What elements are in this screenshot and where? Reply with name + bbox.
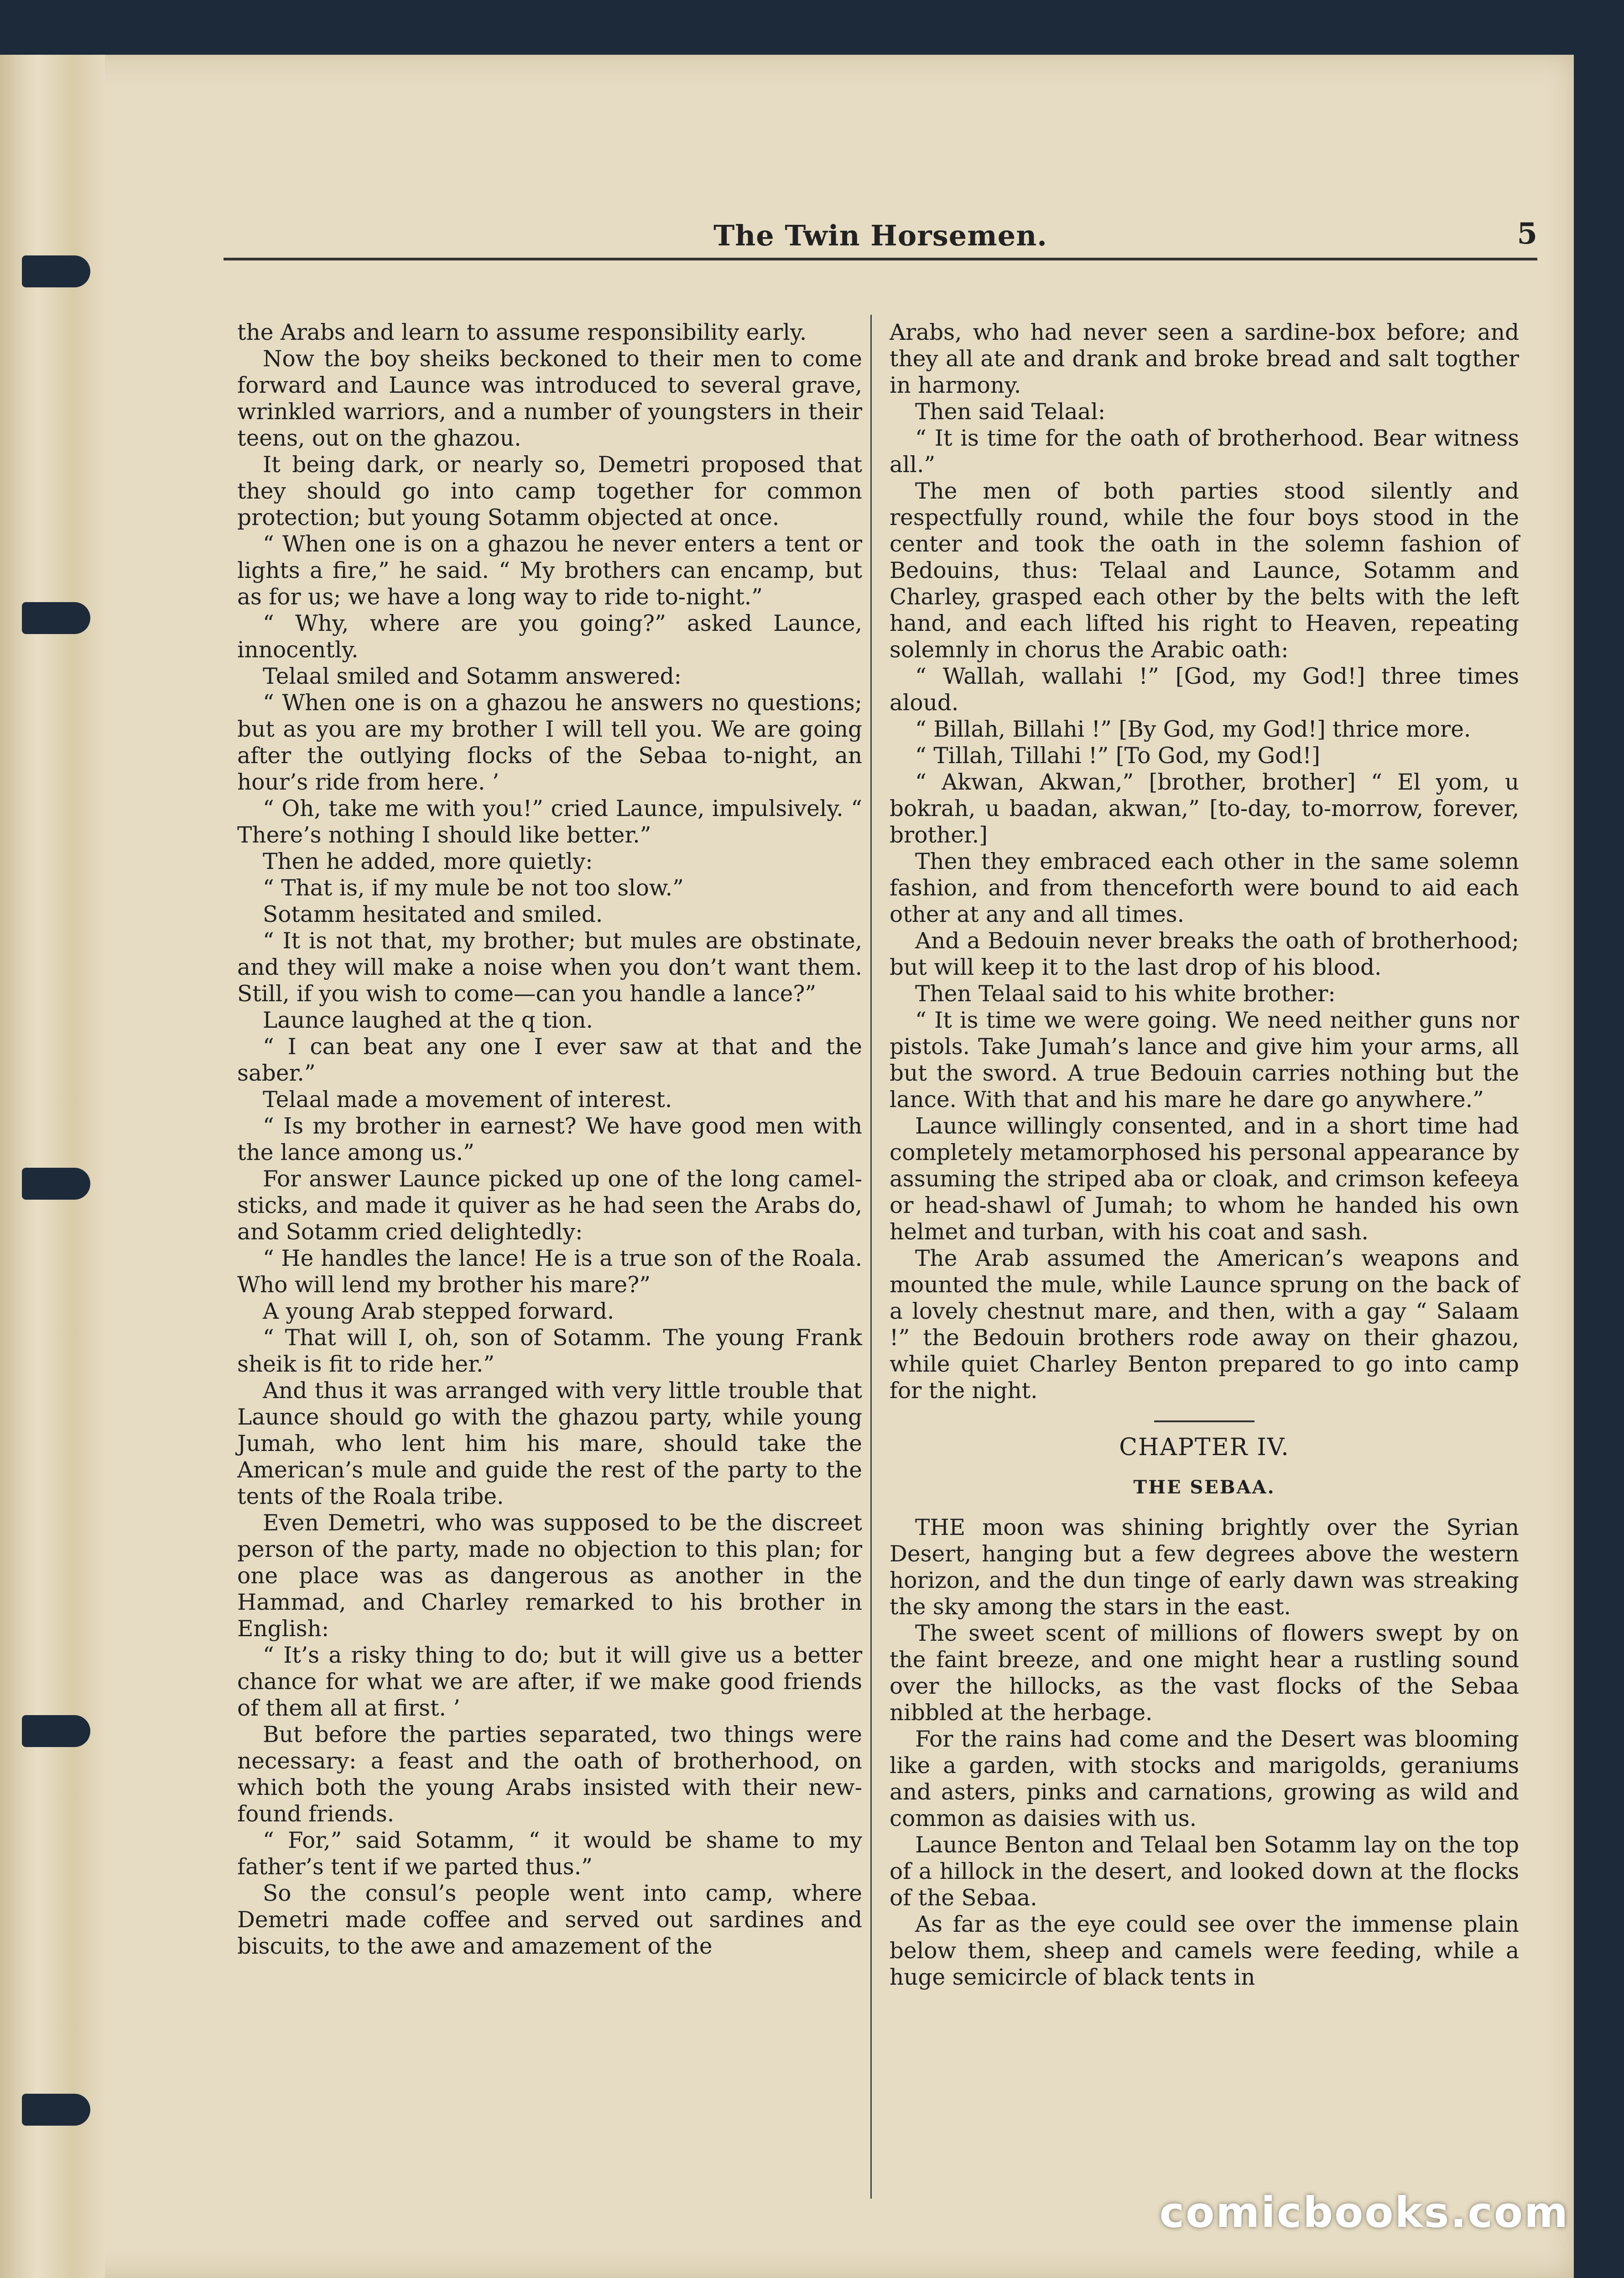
- paragraph: “ He handles the lance! He is a true son of the Roala. Who will lend my brother his mare?”: [237, 1246, 862, 1298]
- paragraph: “ It is time we were going. We need neither guns nor pistols. Take Jumah’s lance and give him your arms, all but the sword. A true Bedouin carries nothing but the lance. With that and his mare he dare go anywhere.”: [890, 1008, 1519, 1113]
- paragraph: “ That is, if my mule be not too slow.”: [263, 875, 684, 901]
- left-column: [237, 319, 862, 1960]
- paragraph: Then Telaal said to his white brother:: [915, 981, 1336, 1007]
- page-number: 5: [1517, 217, 1537, 251]
- paragraph: Launce laughed at the q tion.: [263, 1008, 593, 1033]
- paragraph: And thus it was arranged with very little trouble that Launce should go with the ghazou party, while young Jumah, who lent him his mare, should take the American’s mule and guide the rest of the party to the tents of the Roala tribe.: [237, 1378, 862, 1509]
- paragraph: Arabs, who had never seen a sardine-box before; and they all ate and drank and broke bread and salt togther in harmony.: [890, 320, 1519, 398]
- paragraph: “ Why, where are you going?” asked Launce, innocently.: [237, 611, 862, 663]
- paragraph: Even Demetri, who was supposed to be the discreet person of the party, made no objection to this plan; for one place was as dangerous as another in the Hammad, and Charley remarked to his brother in English:: [237, 1510, 862, 1642]
- paragraph: But before the parties separated, two things were necessary: a feast and the oath of brotherhood, on which both the young Arabs insisted with their new-found friends.: [237, 1722, 862, 1827]
- paragraph: “ When one is on a ghazou he never enters a tent or lights a fire,” he said. “ My brothers can encamp, but as for us; we have a long way to ride to-night.”: [237, 531, 862, 610]
- paragraph: “ Akwan, Akwan,” [brother, brother] “ El yom, u bokrah, u baadan, akwan,” [to-day, to-morrow, forever, brother.]: [890, 770, 1519, 848]
- spine-binding: [0, 55, 105, 2278]
- chapter-text: [890, 1514, 1519, 1991]
- paragraph: “ Tillah, Tillahi !” [To God, my God!]: [915, 743, 1320, 769]
- staple: [22, 2094, 90, 2126]
- paragraph: For the rains had come and the Desert was blooming like a garden, with stocks and marigolds, geraniums and asters, pinks and carnations, growing as wild and common as daisies with us.: [890, 1727, 1519, 1831]
- page: [0, 55, 1574, 2278]
- watermark: comicbooks.com: [1159, 2188, 1569, 2237]
- paragraph: Then he added, more quietly:: [263, 849, 593, 874]
- paragraph: “ Is my brother in earnest? We have good men with the lance among us.”: [237, 1113, 862, 1165]
- chapter-heading: CHAPTER IV.: [1119, 1434, 1290, 1461]
- paragraph: “ It is time for the oath of brotherhood. Bear witness all.”: [890, 426, 1519, 478]
- chapter-subtitle: THE SEBAA.: [1133, 1477, 1275, 1498]
- paragraph: “ That will I, oh, son of Sotamm. The young Frank sheik is fit to ride her.”: [237, 1325, 862, 1377]
- paragraph: “ For,” said Sotamm, “ it would be shame to my father’s tent if we parted thus.”: [237, 1828, 862, 1880]
- paragraph: So the consul’s people went into camp, where Demetri made coffee and served out sardines and biscuits, to the awe and amazement of the: [237, 1881, 862, 1959]
- staple: [22, 1168, 90, 1200]
- paragraph: “ It’s a risky thing to do; but it will give us a better chance for what we are after, if we make good friends of them all at first. ’: [237, 1643, 862, 1721]
- paragraph: Launce Benton and Telaal ben Sotamm lay on the top of a hillock in the desert, and looked down at the flocks of the Sebaa.: [890, 1832, 1519, 1911]
- paragraph: And a Bedouin never breaks the oath of brotherhood; but will keep it to the last drop of his blood.: [890, 928, 1519, 980]
- paragraph: THE moon was shining brightly over the Syrian Desert, hanging but a few degrees above the western horizon, and the dun tinge of early dawn was streaking the sky among the stars in the east.: [890, 1515, 1519, 1620]
- right-column-text: [890, 319, 1519, 1404]
- paragraph: A young Arab stepped forward.: [263, 1299, 614, 1324]
- paragraph: “ I can beat any one I ever saw at that and the saber.”: [237, 1034, 862, 1086]
- paragraph: The sweet scent of millions of flowers swept by on the faint breeze, and one might hear a rustling sound over the hillocks, as the vast flocks of the Sebaa nibbled at the herbage.: [890, 1621, 1519, 1726]
- paragraph: For answer Launce picked up one of the long camel-sticks, and made it quiver as he had seen the Arabs do, and Sotamm cried delightedly:: [237, 1166, 862, 1245]
- right-column: [890, 319, 1519, 1991]
- paragraph: It being dark, or nearly so, Demetri proposed that they should go into camp together for common protection; but young Sotamm objected at once.: [237, 452, 862, 530]
- paragraph: Now the boy sheiks beckoned to their men to come forward and Launce was introduced to several grave, wrinkled warriors, and a number of youngsters in their teens, out on the ghazou.: [237, 346, 862, 451]
- paragraph: Launce willingly consented, and in a short time had completely metamorphosed his personal appearance by assuming the striped aba or cloak, and crimson kefeeya or head-shawl of Jumah; to whom he handed his own helmet and turban, with his coat and sash.: [890, 1113, 1519, 1245]
- paragraph: the Arabs and learn to assume responsibility early.: [237, 320, 807, 345]
- paragraph: “ It is not that, my brother; but mules are obstinate, and they will make a noise when you don’t want them. Still, if you wish to come—can you handle a lance?”: [237, 928, 862, 1007]
- paragraph: “ Oh, take me with you!” cried Launce, impulsively. “ There’s nothing I should like better.”: [237, 796, 862, 848]
- paragraph: The Arab assumed the American’s weapons and mounted the mule, while Launce sprung on the back of a lovely chestnut mare, and then, with a gay “ Salaam !” the Bedouin brothers rode away on their ghazou, while quiet Charley Benton prepared to go into camp for the night.: [890, 1246, 1519, 1404]
- paragraph: Sotamm hesitated and smiled.: [263, 902, 603, 927]
- staple: [22, 255, 90, 287]
- paragraph: The men of both parties stood silently and respectfully round, while the four boys stood in the center and took the oath in the solemn fashion of Bedouins, thus: Telaal and Launce, Sotamm and Charley, grasped each other by the belts with the left hand, and each lifted his right to Heaven, repeating solemnly in chorus the Arabic oath:: [890, 478, 1519, 663]
- paragraph: Then they embraced each other in the same solemn fashion, and from thenceforth were bound to aid each other at any and all times.: [890, 849, 1519, 927]
- paragraph: As far as the eye could see over the immense plain below them, sheep and camels were feeding, while a huge semicircle of black tents in: [890, 1912, 1519, 1990]
- column-divider: [870, 315, 872, 2199]
- header-rule: [224, 258, 1537, 260]
- chapter-rule: [1154, 1420, 1254, 1422]
- paragraph: Then said Telaal:: [915, 399, 1106, 425]
- paragraph: “ Wallah, wallahi !” [God, my God!] three times aloud.: [890, 664, 1519, 716]
- paragraph: “ Billah, Billahi !” [By God, my God!] thrice more.: [915, 717, 1471, 742]
- paragraph: “ When one is on a ghazou he answers no questions; but as you are my brother I will tell you. We are going after the outlying flocks of the Sebaa to-night, an hour’s ride from here. ’: [237, 690, 862, 795]
- paragraph: Telaal smiled and Sotamm answered:: [263, 664, 682, 689]
- staple: [22, 602, 90, 634]
- running-header: [224, 192, 1537, 265]
- paragraph: Telaal made a movement of interest.: [263, 1087, 672, 1113]
- running-title: The Twin Horsemen.: [713, 219, 1047, 252]
- staple: [22, 1715, 90, 1747]
